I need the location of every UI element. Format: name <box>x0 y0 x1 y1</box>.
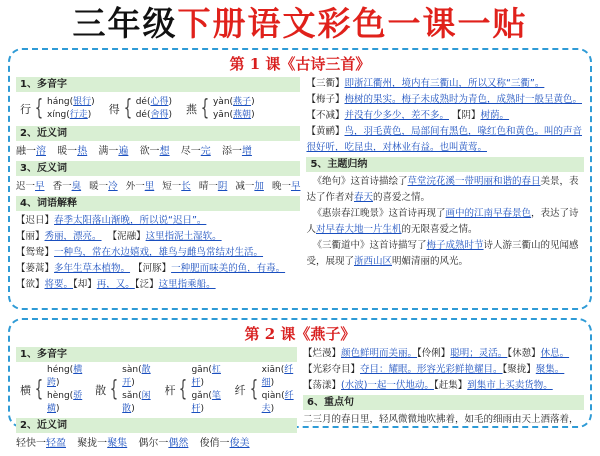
theme-summary: 《惠崇春江晚景》这首诗再现了画中的江南早春景色，表达了诗人对早春大地一片生机的无限喜爱之情。 <box>306 208 579 235</box>
lesson-1-card <box>8 48 592 310</box>
word-explanation: 【黄鹂】鸟，羽毛黄色，局部间有黑色，喙红色和黄色。叫的声音很好听，吃昆虫，对林业有益。也叫黄莺。 <box>306 126 582 153</box>
section-heading: 3、反义词 <box>16 161 300 176</box>
polyphone-item: 燕 { yàn(燕子) yān(燕朝) <box>185 96 255 121</box>
word-explanation: 【烂漫】颜色鲜明而美丽。【伶俐】聪明；灵活。【休憩】休息。 <box>303 348 570 359</box>
word-explanation: 【迟日】春季太阳落山渐晚，所以说“迟日”。 <box>16 215 207 226</box>
lesson-1-left-column <box>16 76 300 302</box>
polyphone-list <box>20 364 297 416</box>
key-sentence: 二三月的春日里，轻风微微地吹拂着，如毛的细雨由天上洒落着， <box>303 414 579 425</box>
theme-summary: 《三衢道中》这首诗描写了梅子成熟时节诗人游三衢山的见闻感受，展现了浙西山区明媚清丽的风光。 <box>306 240 579 267</box>
lesson-1-right-column <box>306 76 584 302</box>
word-explanation: 【三衢】即浙江衢州，境内有三衢山，所以又称“三衢”。 <box>306 78 545 89</box>
polyphone-item: 散 { sàn(散开) sǎn(闲散) <box>95 365 151 414</box>
antonym-row: 迟一早 香一臭 暖一冷 外一里 短一长 晴一阴 减一加 晚一早 <box>16 181 301 192</box>
word-explanation: 【荡漾】(水波)一起一伏地动。【赶集】到集市上买卖货物。 <box>303 380 553 391</box>
lesson-1-title: 第 1 课《古诗三首》 <box>229 55 371 73</box>
word-explanation: 【梅子】梅树的果实。梅子未成熟时为青色，成熟时一般呈黄色。 <box>306 94 582 105</box>
section-heading: 4、词语解释 <box>16 196 300 211</box>
lesson-2-title: 第 2 课《燕子》 <box>244 325 356 343</box>
word-explanation: 【鸳鸯】一种鸟，常在水边嬉戏，雄鸟与雌鸟常结对生活。 <box>16 247 264 258</box>
theme-summary: 《绝句》这首诗描绘了草堂浣花溪一带明丽和谐的春日美景，表达了作者对春天的喜爱之情。 <box>306 176 579 203</box>
section-heading: 5、主题归纳 <box>306 157 584 172</box>
lesson-2-left-column <box>16 346 297 456</box>
word-explanation: 【不减】并没有少多少，差不多。 【阴】树荫。 <box>306 110 510 121</box>
word-explanation: 【蒌蒿】多年生草本植物。 【河豚】一种肥而味美的鱼，有毒。 <box>16 263 286 274</box>
section-heading: 6、重点句 <box>303 395 584 410</box>
word-explanation: 【丽】秀丽，漂亮。 【泥融】这里指泥土湿软。 <box>16 231 222 242</box>
polyphone-item: 横 { héng(横跨) hèng(骄横) <box>20 365 83 414</box>
lesson-2-card <box>8 318 592 449</box>
polyphone-item: 纤 { xiān(纤细) qiàn(纤夫) <box>234 365 294 414</box>
section-heading: 2、近义词 <box>16 418 297 433</box>
lesson-2-right-column <box>303 346 584 456</box>
synonym-row: 轻快一轻盈 聚拢一聚集 偶尔一偶然 俊俏一俊美 <box>16 438 250 449</box>
synonym-row: 融一溶 暖一热 满一遍 欲一想 尽一完 添一增 <box>16 146 252 157</box>
word-explanation: 【欲】将要。【却】再，又。【泛】这里指乘船。 <box>16 279 216 290</box>
section-heading: 1、多音字 <box>16 347 297 362</box>
polyphone-list <box>20 94 300 124</box>
polyphone-item: 杆 { gān(杠杆) gǎn(笔杆) <box>164 365 221 414</box>
page-title: 三年级下册语文彩色一课一贴 <box>72 4 528 43</box>
polyphone-item: 得 { dé(心得) dé(舍得) <box>108 96 172 121</box>
section-heading: 2、近义词 <box>16 126 300 141</box>
section-heading: 1、多音字 <box>16 77 300 92</box>
word-explanation: 【光彩夺目】夺目：耀眼。形容光彩鲜艳耀目。【聚拢】聚集。 <box>303 364 565 375</box>
polyphone-item: 行 { háng(银行) xíng(行走) <box>20 96 95 121</box>
